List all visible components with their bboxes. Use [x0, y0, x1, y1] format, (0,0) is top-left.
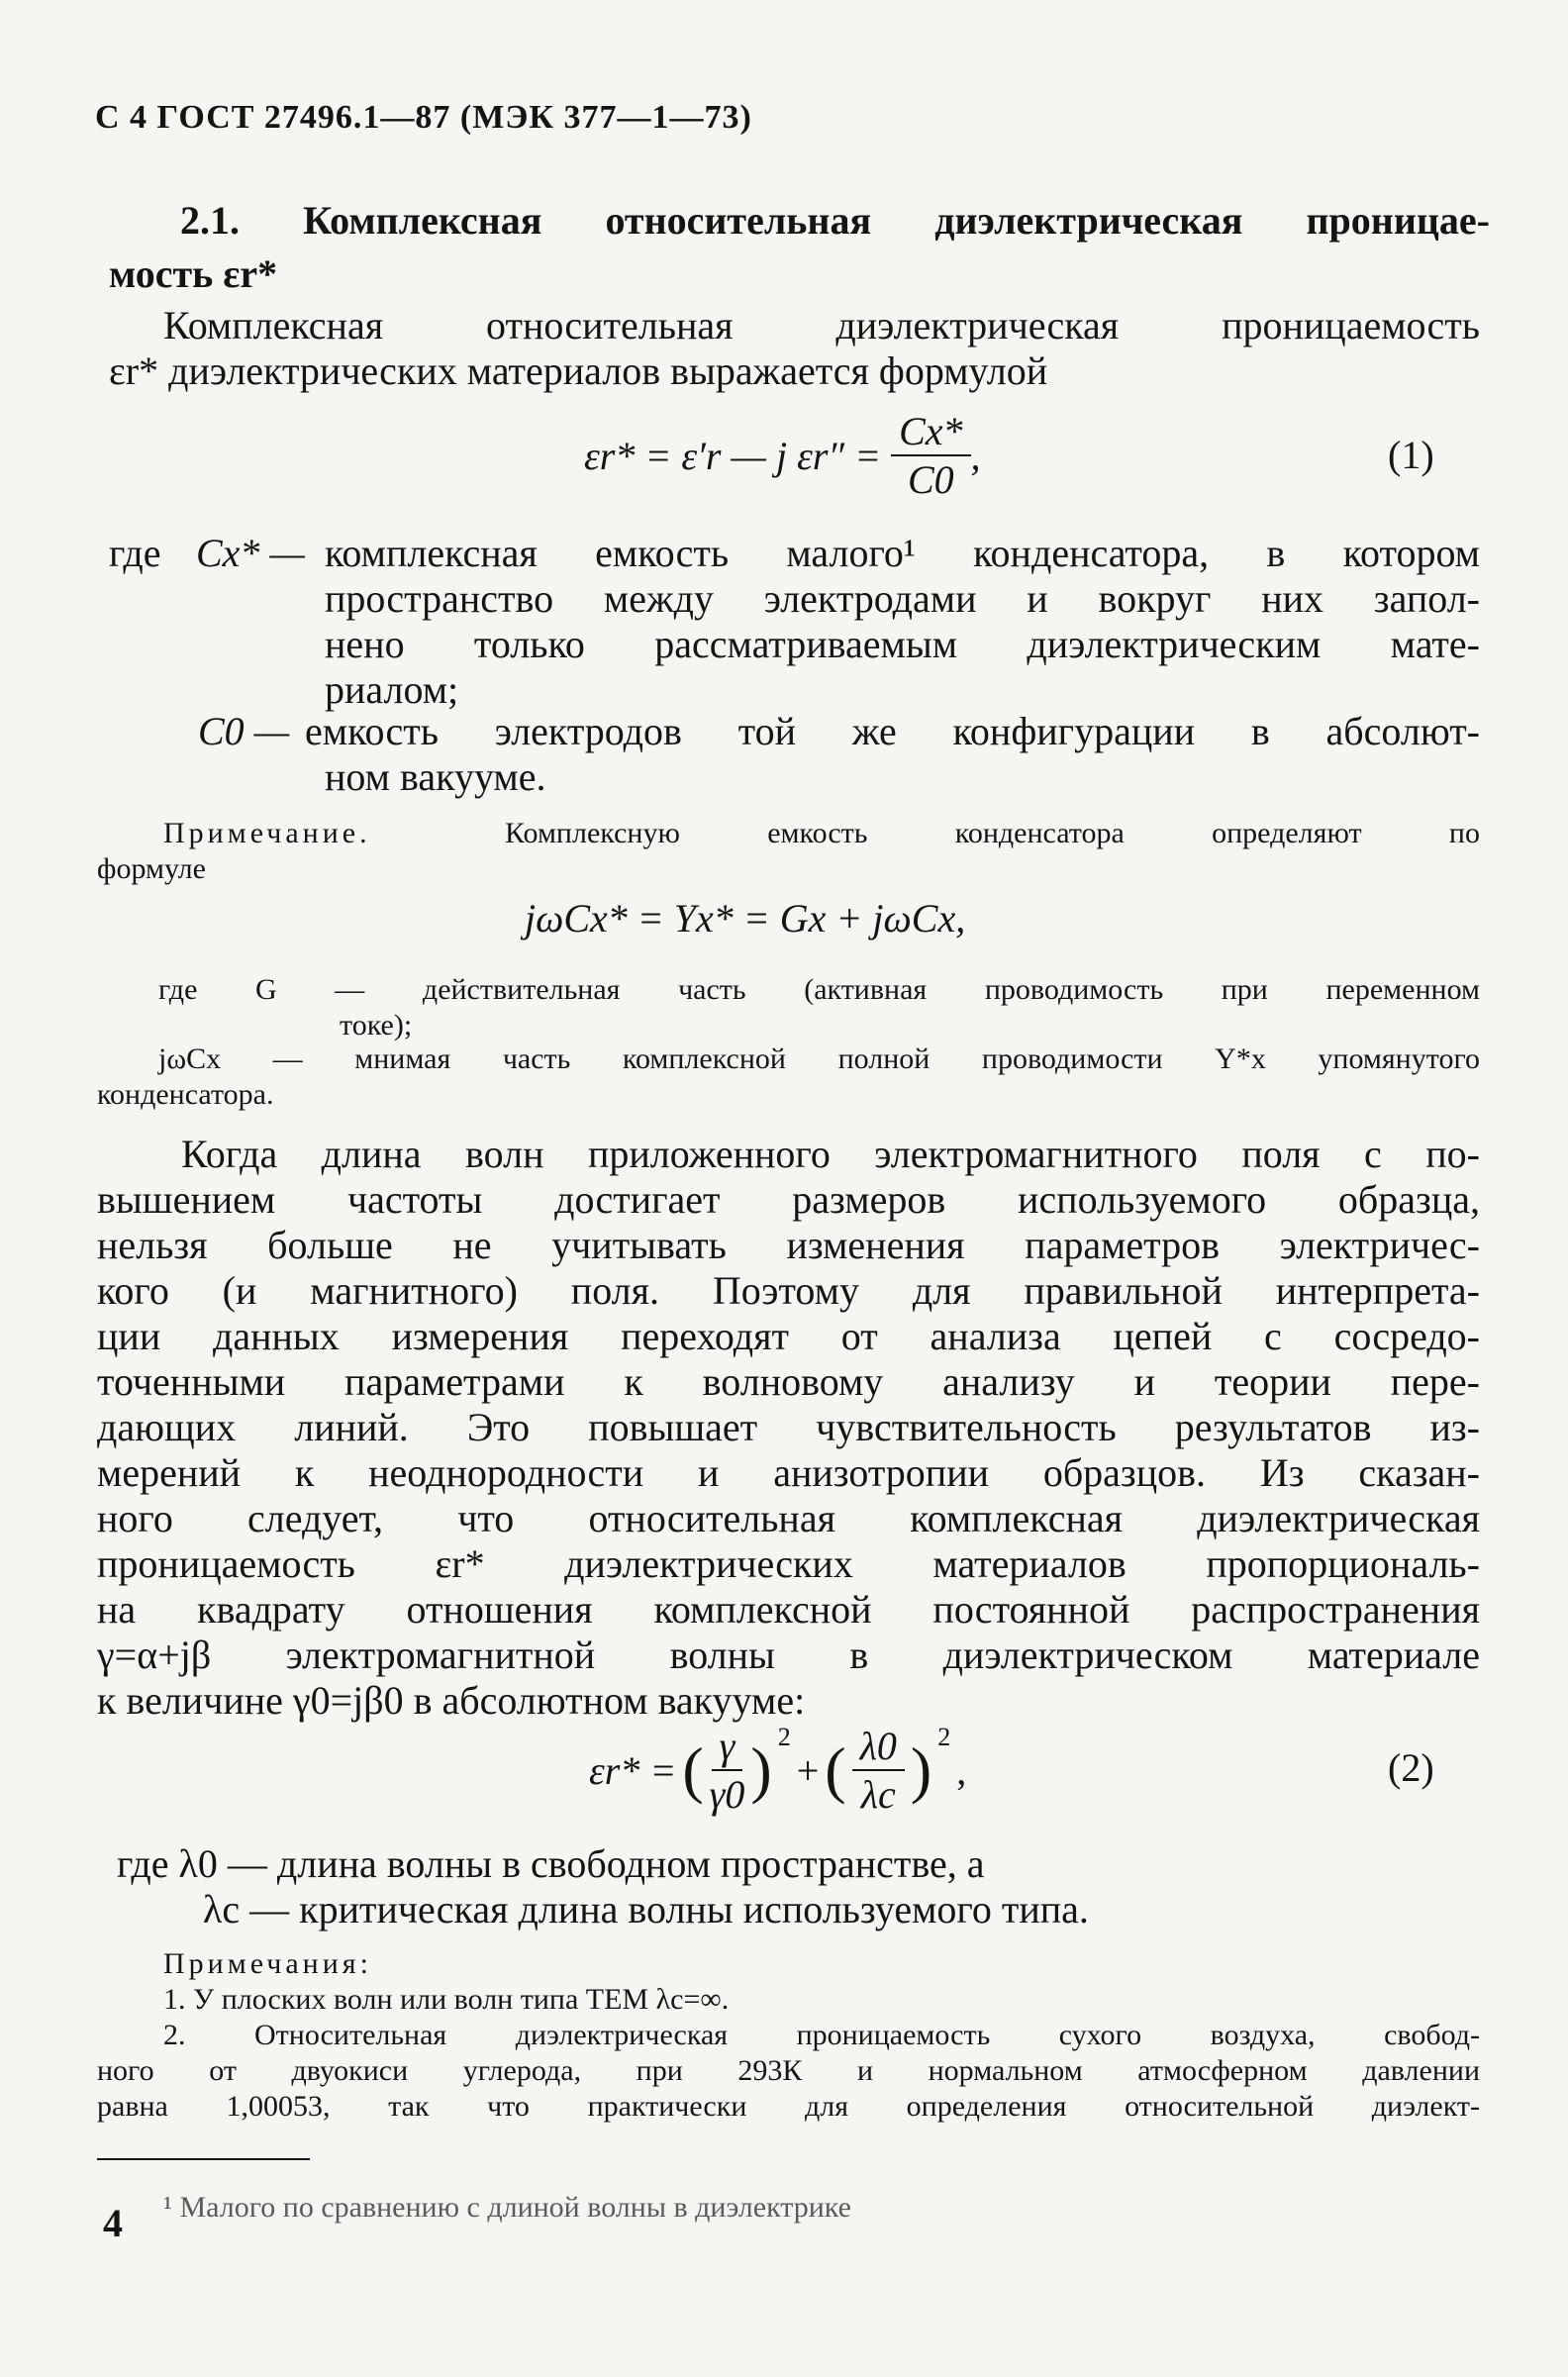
formula-2-exp-1: 2 [777, 1723, 791, 1751]
note1-line1: Комплексную емкость конденсатора определяют по [505, 817, 1480, 849]
note1-g-line2: токе); [340, 1009, 413, 1041]
formula-2-paren-close-2: ) [910, 1734, 932, 1805]
paragraph-line: мерений к неоднородности и анизотропии образцов. Из сказан- [97, 1450, 1480, 1495]
formula-2-frac1-num: γ [712, 1723, 743, 1771]
formula-2-frac2-num: λ0 [852, 1723, 905, 1771]
formula-2-frac1-den: γ0 [709, 1772, 745, 1817]
defs1-cx-line2: пространство между электродами и вокруг них запол- [325, 576, 1480, 621]
formula-2-number: (2) [1388, 1745, 1434, 1790]
note1-g-line1: где G — действительная часть (активная проводимость при переменном [158, 973, 1480, 1006]
section-heading-line2: мость εr* [109, 251, 278, 296]
paragraph-line: γ=α+jβ электромагнитной волны в диэлектрическом материале [97, 1633, 1480, 1677]
formula-1-fraction [891, 408, 970, 503]
notes2-label: Примечания: [163, 1947, 372, 1980]
formula-1 [584, 408, 981, 503]
notes2-item2-line3: равна 1,00053, так что практически для определения относительной диэлект- [97, 2090, 1480, 2123]
formula-1-lhs: εr* = ε′r — j εr″ = [584, 433, 882, 478]
defs1-cx-symbol: Cx* — [196, 531, 305, 575]
paragraph-line: точенными параметрами к волновому анализу и теории пере- [97, 1359, 1480, 1404]
formula-2-fraction-1 [710, 1723, 745, 1818]
defs2-line1: где λ0 — длина волны в свободном пространстве, а [117, 1841, 985, 1886]
paragraph-line: Когда длина волн приложенного электромагнитного поля с по- [181, 1132, 1480, 1176]
formula-2-lhs: εr* = [589, 1747, 677, 1793]
formula-2-frac2-den: λc [860, 1772, 896, 1817]
defs1-cx-line1: комплексная емкость малого¹ конденсатора, в котором [325, 531, 1480, 575]
formula-1-denominator: C0 [907, 457, 954, 502]
formula-2-exp-2: 2 [937, 1723, 951, 1751]
paragraph-line: на квадрату отношения комплексной постоянной распространения [97, 1587, 1480, 1632]
note1-line2: формуле [97, 852, 206, 885]
paragraph-last-line: к величине γ0=jβ0 в абсолютном вакууме: [97, 1678, 806, 1723]
section-heading-line1: 2.1. Комплексная относительная диэлектрическая проницае- [180, 198, 1490, 243]
formula-1-number: (1) [1388, 433, 1434, 477]
note1-label: Примечание. [163, 817, 371, 849]
formula-2-plus: + [796, 1747, 820, 1793]
formula-2-tail: , [956, 1747, 967, 1793]
section-heading [109, 194, 1490, 301]
note1-j-line2: конденсатора. [97, 1078, 274, 1111]
note1-j-line1: jωCx — мнимая часть комплексной полной проводимости Y*x упомянутого [158, 1042, 1480, 1075]
defs1-c0-line2: ном вакууме. [325, 754, 546, 799]
notes2-item2-line1: 2. Относительная диэлектрическая проницаемость сухого воздуха, свобод- [163, 2019, 1480, 2051]
formula-2-paren-close-1: ) [750, 1734, 772, 1805]
defs1-where: где [109, 531, 161, 575]
defs1-cx-line4: риалом; [325, 667, 459, 712]
defs1-c0-symbol: C0 — [198, 709, 290, 753]
running-title: С 4 ГОСТ 27496.1—87 (МЭК 377—1—73) [95, 99, 752, 136]
paragraph-line: проницаемость εr* диэлектрических материалов пропорциональ- [97, 1541, 1480, 1586]
intro-line2: εr* диэлектрических материалов выражается формулой [109, 348, 1048, 393]
notes2-item1: 1. У плоских волн или волн типа ТЕМ λc=∞. [163, 1983, 730, 2016]
defs1-c0-line1: емкость электродов той же конфигурации в абсолют- [305, 709, 1480, 753]
paragraph-line: вышением частоты достигает размеров используемого образца, [97, 1177, 1480, 1222]
intro-line1: Комплексная относительная диэлектрическая проницаемость [163, 303, 1480, 347]
formula-1-tail: , [970, 433, 981, 478]
notes2-item2-line2: ного от двуокиси углерода, при 293К и нормальном атмосферном давлении [97, 2054, 1480, 2087]
main-paragraph [97, 1132, 1480, 1724]
footnote: ¹ Малого по сравнению с длиной волны в диэлектрике [163, 2191, 851, 2224]
paragraph-line: ции данных измерения переходят от анализа цепей с сосредо- [97, 1314, 1480, 1358]
note1-formula: jωCx* = Yx* = Gx + jωCx, [525, 896, 966, 941]
paragraph-line: нельзя больше не учитывать изменения параметров электричес- [97, 1223, 1480, 1267]
formula-2-fraction-2 [852, 1723, 905, 1818]
footnote-rule [97, 2158, 310, 2160]
defs2-line2: λc — критическая длина волны используемого типа. [203, 1887, 1089, 1931]
paragraph-line: кого (и магнитного) поля. Поэтому для правильной интерпрета- [97, 1268, 1480, 1313]
formula-2 [589, 1723, 966, 1818]
defs1-cx-line3: нено только рассматриваемым диэлектрическим мате- [325, 622, 1480, 666]
formula-1-numerator: Cx* [891, 408, 970, 456]
formula-2-paren-open-2: ( [825, 1734, 846, 1805]
paragraph-line: ного следует, что относительная комплексная диэлектрическая [97, 1496, 1480, 1540]
formula-2-paren-open-1: ( [682, 1734, 704, 1805]
page-number: 4 [103, 2201, 123, 2245]
paragraph-line: дающих линий. Это повышает чувствительность результатов из- [97, 1405, 1480, 1449]
